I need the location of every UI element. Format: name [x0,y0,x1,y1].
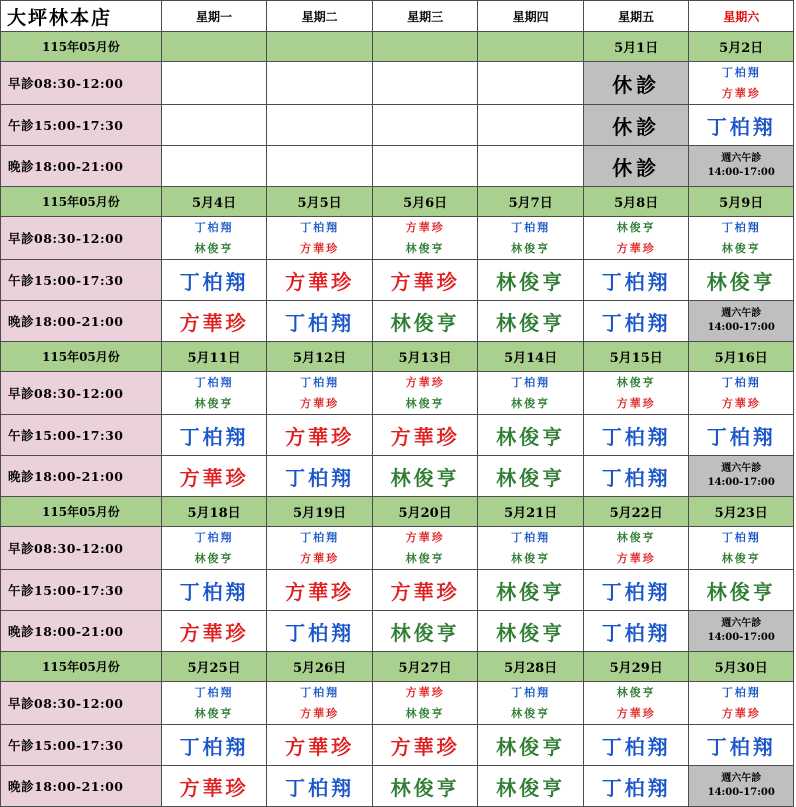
doctor-name: 林俊亨 [706,269,776,294]
doctor-name: 林俊亨 [616,686,656,699]
date-row [1,652,794,682]
schedule-cell [478,611,584,652]
doctor-name: 林俊亨 [496,775,566,800]
slot-label-am: 早診08:30-12:00 [1,62,162,105]
doctor-name: 方華珍 [405,221,445,234]
doctor-name: 丁柏翔 [511,221,551,234]
doctor-name: 丁柏翔 [721,376,761,389]
doctor-name: 丁柏翔 [721,221,761,234]
schedule-cell [478,682,584,725]
date-cell: 5月9日 [689,187,794,217]
schedule-cell [267,682,373,725]
sat-pm-title: 週六午診 [721,773,762,784]
schedule-cell [478,105,584,146]
doctor-name: 林俊亨 [496,465,566,490]
schedule-cell [267,372,373,415]
schedule-cell [689,105,794,146]
doctor-name: 丁柏翔 [194,221,234,234]
weekday-mon: 星期一 [161,1,267,32]
sat-pm-hours: 14:00-17:00 [707,632,775,643]
doctor-name: 丁柏翔 [721,66,761,79]
doctor-name: 丁柏翔 [285,465,355,490]
doctor-name: 丁柏翔 [179,579,249,604]
schedule-cell [161,456,267,497]
date-cell: 5月19日 [267,497,373,527]
date-cell: 5月30日 [689,652,794,682]
schedule-cell [689,415,794,456]
title-row [1,1,794,32]
date-cell [161,32,267,62]
doctor-name: 丁柏翔 [511,376,551,389]
shop-name: 大坪林本店 [1,1,162,32]
doctor-name: 丁柏翔 [601,465,671,490]
schedule-cell [267,301,373,342]
schedule-cell [583,217,689,260]
slot-row-eve [1,301,794,342]
slot-label-pm: 午診15:00-17:30 [1,260,162,301]
doctor-name: 林俊亨 [616,221,656,234]
schedule-cell [372,415,478,456]
doctor-name: 丁柏翔 [300,221,340,234]
schedule-cell [372,372,478,415]
schedule-cell [372,217,478,260]
doctor-name: 林俊亨 [405,552,445,565]
slot-row-pm [1,415,794,456]
doctor-name: 丁柏翔 [721,531,761,544]
schedule-cell [161,301,267,342]
schedule-cell [267,766,373,807]
schedule-cell [161,725,267,766]
slot-label-pm: 午診15:00-17:30 [1,725,162,766]
saturday-afternoon-note [689,611,794,652]
date-cell [267,32,373,62]
schedule-cell [372,682,478,725]
doctor-name: 林俊亨 [496,424,566,449]
doctor-name: 方華珍 [300,707,340,720]
schedule-cell [372,146,478,187]
closed-cell: 休診 [583,105,689,146]
doctor-name: 林俊亨 [390,310,460,335]
doctor-name: 丁柏翔 [179,734,249,759]
schedule-cell [689,217,794,260]
doctor-name: 林俊亨 [496,620,566,645]
closed-cell: 休診 [583,146,689,187]
date-cell: 5月5日 [267,187,373,217]
doctor-name: 丁柏翔 [285,310,355,335]
date-cell: 5月14日 [478,342,584,372]
doctor-name: 方華珍 [300,242,340,255]
slot-row-pm [1,725,794,766]
saturday-afternoon-note [689,766,794,807]
doctor-name: 林俊亨 [390,465,460,490]
schedule-cell [689,62,794,105]
doctor-name: 方華珍 [179,775,249,800]
schedule-cell [267,527,373,570]
date-cell: 5月8日 [583,187,689,217]
date-cell [478,32,584,62]
date-cell: 5月23日 [689,497,794,527]
doctor-name: 丁柏翔 [511,531,551,544]
closed-cell: 休診 [583,62,689,105]
doctor-name: 林俊亨 [390,775,460,800]
sat-pm-title: 週六午診 [721,308,762,319]
saturday-afternoon-note [689,301,794,342]
slot-row-pm [1,105,794,146]
doctor-name: 林俊亨 [496,579,566,604]
doctor-name: 方華珍 [405,531,445,544]
doctor-name: 林俊亨 [511,707,551,720]
doctor-name: 方華珍 [390,579,460,604]
doctor-name: 林俊亨 [706,579,776,604]
month-label: 115年05月份 [1,187,162,217]
slot-label-eve: 晚診18:00-21:00 [1,301,162,342]
schedule-cell [161,260,267,301]
schedule-cell [478,301,584,342]
schedule-cell [372,570,478,611]
weekday-fri: 星期五 [583,1,689,32]
doctor-name: 丁柏翔 [511,686,551,699]
doctor-name: 林俊亨 [721,552,761,565]
doctor-name: 方華珍 [285,579,355,604]
doctor-name: 方華珍 [405,686,445,699]
doctor-name: 丁柏翔 [285,620,355,645]
schedule-cell [161,611,267,652]
slot-row-am [1,217,794,260]
slot-row-eve [1,766,794,807]
schedule-cell [478,217,584,260]
date-cell: 5月6日 [372,187,478,217]
doctor-name: 林俊亨 [616,376,656,389]
schedule-cell [161,146,267,187]
month-label: 115年05月份 [1,497,162,527]
doctor-name: 林俊亨 [405,242,445,255]
doctor-name: 林俊亨 [405,397,445,410]
schedule-cell [478,62,584,105]
schedule-cell [478,766,584,807]
schedule-cell [583,301,689,342]
weekday-tue: 星期二 [267,1,373,32]
schedule-cell [267,456,373,497]
slot-label-eve: 晚診18:00-21:00 [1,611,162,652]
schedule-cell [689,372,794,415]
date-cell: 5月22日 [583,497,689,527]
schedule-body [1,1,794,807]
date-cell: 5月11日 [161,342,267,372]
doctor-name: 方華珍 [285,424,355,449]
doctor-name: 林俊亨 [194,242,234,255]
doctor-name: 方華珍 [616,707,656,720]
doctor-name: 林俊亨 [511,242,551,255]
schedule-cell [478,372,584,415]
doctor-name: 林俊亨 [194,397,234,410]
schedule-cell [583,372,689,415]
doctor-name: 方華珍 [721,397,761,410]
schedule-cell [478,146,584,187]
sat-pm-hours: 14:00-17:00 [707,787,775,798]
schedule-cell [689,260,794,301]
date-row [1,32,794,62]
doctor-name: 林俊亨 [194,552,234,565]
date-cell: 5月13日 [372,342,478,372]
doctor-name: 方華珍 [616,397,656,410]
weekday-wed: 星期三 [372,1,478,32]
slot-row-eve [1,456,794,497]
schedule-cell [267,415,373,456]
doctor-name: 方華珍 [179,310,249,335]
date-cell: 5月7日 [478,187,584,217]
date-cell: 5月1日 [583,32,689,62]
schedule-cell [689,527,794,570]
schedule-cell [372,527,478,570]
schedule-cell [267,260,373,301]
doctor-name: 林俊亨 [194,707,234,720]
doctor-name: 林俊亨 [496,734,566,759]
doctor-name: 丁柏翔 [706,424,776,449]
schedule-cell [267,725,373,766]
schedule-cell [267,146,373,187]
saturday-afternoon-note [689,456,794,497]
slot-row-eve [1,611,794,652]
schedule-cell [583,766,689,807]
slot-label-eve: 晚診18:00-21:00 [1,766,162,807]
slot-label-pm: 午診15:00-17:30 [1,570,162,611]
date-cell: 5月18日 [161,497,267,527]
doctor-name: 方華珍 [285,734,355,759]
doctor-name: 丁柏翔 [194,686,234,699]
schedule-cell [267,105,373,146]
slot-label-pm: 午診15:00-17:30 [1,105,162,146]
schedule-cell [689,682,794,725]
date-cell: 5月2日 [689,32,794,62]
doctor-name: 方華珍 [721,707,761,720]
doctor-name: 方華珍 [390,734,460,759]
doctor-name: 丁柏翔 [601,620,671,645]
doctor-name: 林俊亨 [511,552,551,565]
schedule-cell [372,611,478,652]
date-cell: 5月25日 [161,652,267,682]
schedule-cell [583,415,689,456]
schedule-cell [161,682,267,725]
schedule-cell [478,527,584,570]
date-cell: 5月29日 [583,652,689,682]
schedule-cell [372,456,478,497]
doctor-name: 方華珍 [721,87,761,100]
doctor-name: 丁柏翔 [601,310,671,335]
month-label: 115年05月份 [1,342,162,372]
schedule-cell [161,766,267,807]
doctor-name: 方華珍 [390,269,460,294]
slot-label-am: 早診08:30-12:00 [1,527,162,570]
saturday-afternoon-note [689,146,794,187]
date-cell: 5月26日 [267,652,373,682]
doctor-name: 丁柏翔 [285,775,355,800]
doctor-name: 林俊亨 [496,310,566,335]
schedule-cell [161,372,267,415]
doctor-name: 丁柏翔 [194,376,234,389]
weekday-thu: 星期四 [478,1,584,32]
doctor-name: 丁柏翔 [706,114,776,139]
doctor-name: 丁柏翔 [194,531,234,544]
schedule-cell [161,415,267,456]
date-row [1,497,794,527]
sat-pm-title: 週六午診 [721,153,762,164]
date-cell [372,32,478,62]
schedule-cell [372,260,478,301]
schedule-cell [267,570,373,611]
slot-label-am: 早診08:30-12:00 [1,372,162,415]
date-row [1,342,794,372]
schedule-cell [583,682,689,725]
doctor-name: 方華珍 [300,552,340,565]
doctor-name: 林俊亨 [496,269,566,294]
date-cell: 5月15日 [583,342,689,372]
schedule-cell [689,570,794,611]
doctor-name: 丁柏翔 [601,775,671,800]
doctor-name: 方華珍 [179,465,249,490]
slot-row-am [1,62,794,105]
schedule-cell [583,570,689,611]
doctor-name: 丁柏翔 [601,424,671,449]
doctor-name: 方華珍 [616,552,656,565]
doctor-name: 林俊亨 [511,397,551,410]
slot-row-am [1,527,794,570]
date-cell: 5月28日 [478,652,584,682]
schedule-cell [478,415,584,456]
schedule-cell [689,725,794,766]
schedule-cell [478,260,584,301]
slot-row-am [1,682,794,725]
doctor-name: 丁柏翔 [721,686,761,699]
sat-pm-title: 週六午診 [721,463,762,474]
schedule-cell [372,62,478,105]
slot-label-pm: 午診15:00-17:30 [1,415,162,456]
doctor-name: 丁柏翔 [601,269,671,294]
schedule-cell [372,725,478,766]
month-label: 115年05月份 [1,652,162,682]
date-cell: 5月12日 [267,342,373,372]
date-cell: 5月27日 [372,652,478,682]
doctor-name: 方華珍 [179,620,249,645]
slot-row-eve [1,146,794,187]
slot-label-eve: 晚診18:00-21:00 [1,456,162,497]
doctor-name: 丁柏翔 [601,734,671,759]
slot-row-pm [1,570,794,611]
doctor-name: 方華珍 [390,424,460,449]
schedule-cell [161,217,267,260]
doctor-name: 丁柏翔 [706,734,776,759]
schedule-cell [583,456,689,497]
slot-row-am [1,372,794,415]
schedule-cell [161,527,267,570]
date-cell: 5月16日 [689,342,794,372]
schedule-cell [478,456,584,497]
doctor-name: 方華珍 [405,376,445,389]
schedule-cell [372,766,478,807]
date-cell: 5月20日 [372,497,478,527]
schedule-cell [161,62,267,105]
date-cell: 5月4日 [161,187,267,217]
slot-label-am: 早診08:30-12:00 [1,217,162,260]
slot-row-pm [1,260,794,301]
sat-pm-hours: 14:00-17:00 [707,477,775,488]
schedule-cell [161,105,267,146]
doctor-name: 丁柏翔 [300,531,340,544]
schedule-cell [267,217,373,260]
schedule-cell [478,725,584,766]
doctor-name: 方華珍 [285,269,355,294]
month-label: 115年05月份 [1,32,162,62]
date-row [1,187,794,217]
sat-pm-title: 週六午診 [721,618,762,629]
schedule-cell [583,725,689,766]
sat-pm-hours: 14:00-17:00 [707,167,775,178]
doctor-name: 丁柏翔 [300,686,340,699]
schedule-cell [583,527,689,570]
slot-label-eve: 晚診18:00-21:00 [1,146,162,187]
schedule-cell [267,62,373,105]
doctor-name: 林俊亨 [405,707,445,720]
schedule-cell [583,260,689,301]
schedule-cell [161,570,267,611]
doctor-name: 林俊亨 [616,531,656,544]
schedule-cell [583,611,689,652]
weekday-sat: 星期六 [689,1,794,32]
doctor-name: 林俊亨 [721,242,761,255]
slot-label-am: 早診08:30-12:00 [1,682,162,725]
doctor-name: 丁柏翔 [601,579,671,604]
doctor-name: 林俊亨 [390,620,460,645]
doctor-name: 方華珍 [616,242,656,255]
doctor-name: 丁柏翔 [179,424,249,449]
doctor-name: 丁柏翔 [300,376,340,389]
schedule-cell [372,301,478,342]
doctor-name: 方華珍 [300,397,340,410]
date-cell: 5月21日 [478,497,584,527]
sat-pm-hours: 14:00-17:00 [707,322,775,333]
schedule-cell [478,570,584,611]
schedule-cell [372,105,478,146]
doctor-name: 丁柏翔 [179,269,249,294]
schedule-cell [267,611,373,652]
